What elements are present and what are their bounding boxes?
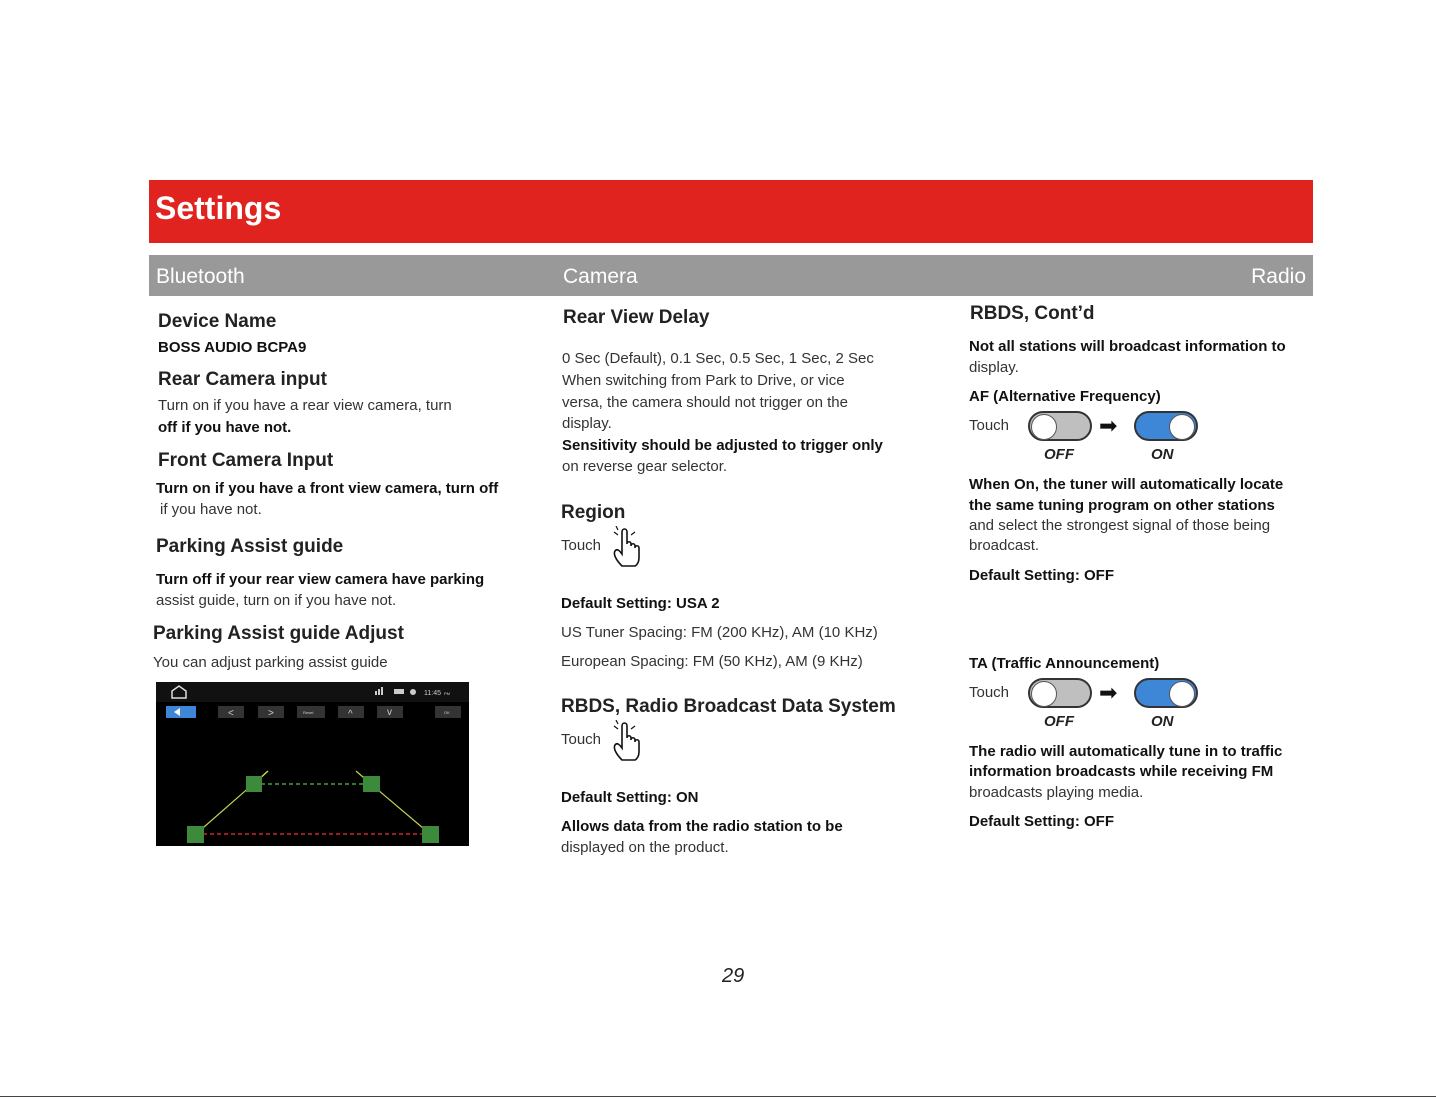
rear-camera-heading: Rear Camera input [158, 369, 327, 390]
rear-delay-text-3: display. [562, 415, 612, 432]
right-button-label: > [268, 708, 274, 719]
parking-assist-text-2: assist guide, turn on if you have not. [156, 592, 397, 609]
pointing-hand-icon [610, 526, 648, 570]
rbds-heading: RBDS, Radio Broadcast Data System [561, 696, 896, 717]
region-heading: Region [561, 502, 626, 523]
rear-delay-text-1: When switching from Park to Drive, or vice [562, 372, 845, 389]
ta-on-label: ON [1151, 713, 1174, 730]
left-button-label: < [228, 708, 234, 719]
toggle-knob [1169, 414, 1195, 440]
rear-camera-text-2: off if you have not. [158, 419, 292, 436]
ta-text-3: broadcasts playing media. [969, 784, 1144, 801]
af-toggle-off [1028, 411, 1092, 441]
region-eu-spacing: European Spacing: FM (50 KHz), AM (9 KHz) [561, 653, 863, 670]
page-number: 29 [722, 965, 745, 987]
pointing-hand-icon [610, 720, 648, 764]
front-camera-text-2: if you have not. [160, 501, 262, 518]
af-touch-label: Touch [969, 417, 1010, 434]
guide-handle-bottom-right[interactable] [422, 826, 439, 843]
ta-text-1: The radio will automatically tune in to traffic [969, 743, 1283, 760]
reset-button-label: Reset [303, 710, 314, 715]
region-us-spacing: US Tuner Spacing: FM (200 KHz), AM (10 KHz) [561, 624, 878, 641]
parking-assist-heading: Parking Assist guide [156, 536, 344, 557]
clock-ampm: PM [444, 691, 450, 696]
device-name-heading: Device Name [158, 311, 277, 332]
toggle-knob [1031, 414, 1057, 440]
toggle-knob [1031, 681, 1057, 707]
title-bar [149, 180, 1313, 243]
rbds-contd-text-1: Not all stations will broadcast information to [969, 338, 1286, 355]
rbds-touch-label: Touch [561, 731, 602, 748]
parking-adjust-text: You can adjust parking assist guide [153, 654, 388, 671]
device-name-value: BOSS AUDIO BCPA9 [158, 339, 307, 356]
rear-delay-text-5: on reverse gear selector. [562, 458, 728, 475]
af-default: Default Setting: OFF [969, 567, 1114, 584]
af-toggle-on [1134, 411, 1198, 441]
af-text-3: and select the strongest signal of those being [969, 517, 1271, 534]
bottom-divider [0, 1096, 1436, 1097]
arrow-right-icon: ➡ [1099, 680, 1118, 705]
parking-adjust-heading: Parking Assist guide Adjust [153, 623, 404, 644]
up-button-label: ^ [348, 709, 353, 720]
section-radio: Radio [1251, 265, 1306, 288]
af-text-1: When On, the tuner will automatically locate [969, 476, 1284, 493]
clock-time: 11:45 [424, 690, 441, 697]
rear-delay-options: 0 Sec (Default), 0.1 Sec, 0.5 Sec, 1 Sec, 2 Sec [562, 350, 874, 367]
region-touch-label: Touch [561, 537, 602, 554]
rear-view-delay-heading: Rear View Delay [563, 307, 710, 328]
region-default: Default Setting: USA 2 [561, 595, 720, 612]
ta-default: Default Setting: OFF [969, 813, 1114, 830]
rbds-contd-heading: RBDS, Cont’d [970, 303, 1095, 324]
status-bar [156, 682, 469, 702]
parking-assist-text-1: Turn off if your rear view camera have parking [156, 571, 485, 588]
rear-delay-text-2: versa, the camera should not trigger on the [562, 394, 848, 411]
rbds-text-1: Allows data from the radio station to be [561, 818, 843, 835]
section-bar [149, 255, 1313, 296]
ta-off-label: OFF [1044, 713, 1074, 730]
toggle-knob [1169, 681, 1195, 707]
front-camera-text-1: Turn on if you have a front view camera, turn off [156, 480, 499, 497]
guide-handle-bottom-left[interactable] [187, 826, 204, 843]
ta-toggle-off [1028, 678, 1092, 708]
af-on-label: ON [1151, 446, 1174, 463]
arrow-right-icon: ➡ [1099, 413, 1118, 438]
back-button[interactable] [166, 706, 196, 718]
bluetooth-icon [410, 689, 416, 695]
guide-handle-top-left[interactable] [246, 776, 262, 792]
ta-touch-label: Touch [969, 684, 1010, 701]
rbds-default: Default Setting: ON [561, 789, 699, 806]
section-camera: Camera [563, 265, 638, 288]
down-button-label: v [387, 707, 392, 718]
rbds-text-2: displayed on the product. [561, 839, 729, 856]
af-text-2: the same tuning program on other stations [969, 497, 1275, 514]
page-title: Settings [155, 190, 282, 226]
ta-toggle-on [1134, 678, 1198, 708]
section-bluetooth: Bluetooth [156, 265, 245, 288]
ta-heading: TA (Traffic Announcement) [969, 655, 1160, 672]
rear-delay-text-4: Sensitivity should be adjusted to trigger only [562, 437, 883, 454]
parking-guide-screenshot [156, 682, 469, 846]
rear-camera-text-1: Turn on if you have a rear view camera, turn [158, 397, 452, 414]
rbds-contd-text-2: display. [969, 359, 1019, 376]
af-off-label: OFF [1044, 446, 1074, 463]
ok-button-label: OK [444, 710, 450, 715]
parking-guide-screen-svg [156, 682, 469, 846]
guide-handle-top-right[interactable] [363, 776, 380, 792]
battery-icon [394, 689, 404, 694]
ta-text-2: information broadcasts while receiving FM [969, 763, 1274, 780]
af-heading: AF (Alternative Frequency) [969, 388, 1161, 405]
af-text-4: broadcast. [969, 537, 1040, 554]
front-camera-heading: Front Camera Input [158, 450, 334, 471]
